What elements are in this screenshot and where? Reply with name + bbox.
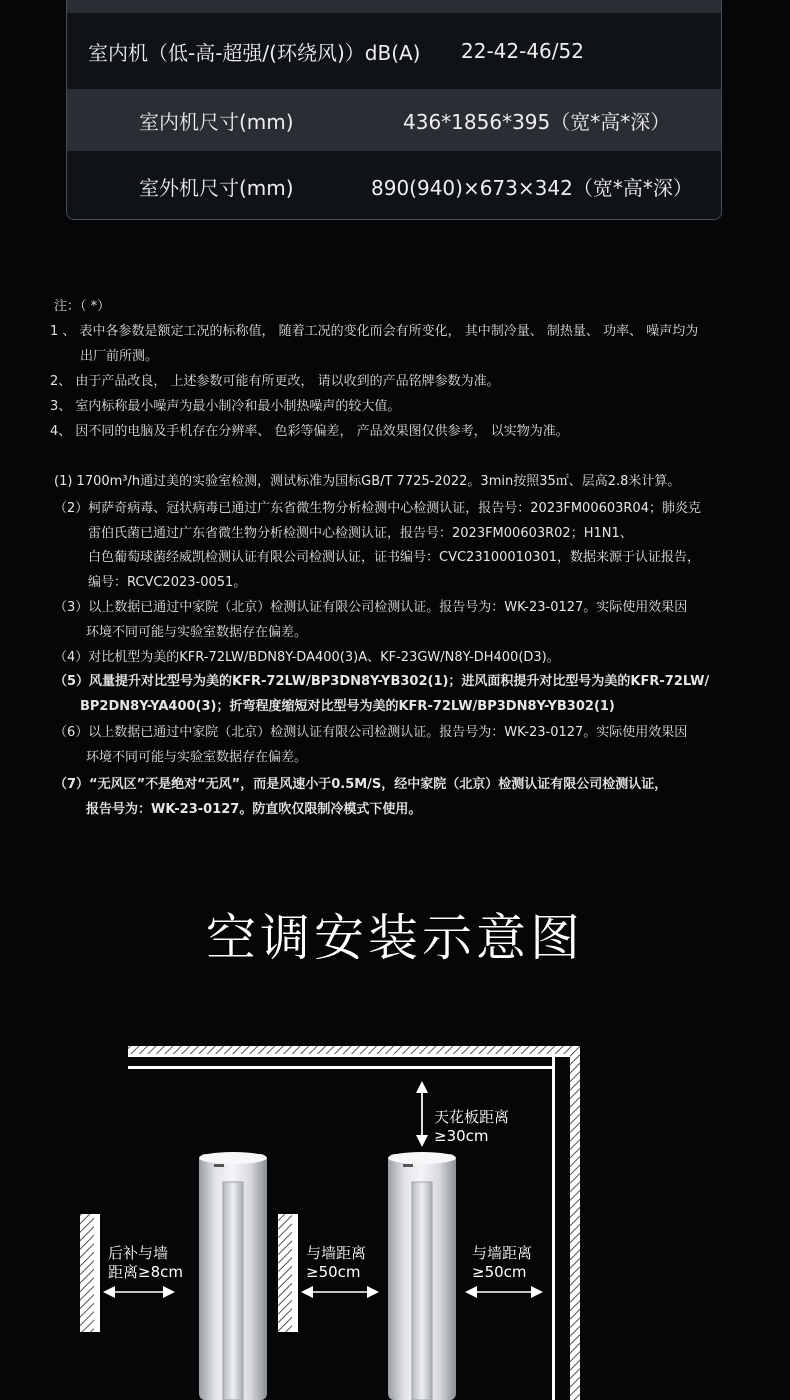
spec-label: 室外机尺寸(mm) xyxy=(139,175,294,200)
spec-row-noise xyxy=(67,13,721,89)
label-line: 与墙距离 xyxy=(472,1244,533,1262)
reference-line: （5）风量提升对比型号为美的KFR-72LW/BP3DN8Y-YB302(1)；进风面积提升对比型号为美的KFR-72LW/ xyxy=(54,674,710,689)
reference-line: (1) 1700m³/h通过美的实验室检测，测试标准为国标GB/T 7725-2022。3min按照35㎡、层高2.8米计算。 xyxy=(54,474,681,489)
reference-line: （4）对比机型为美的KFR-72LW/BDN8Y-DA400(3)A、KF-23GW/N8Y-DH400(D3)。 xyxy=(54,650,560,665)
reference-line: 环境不同可能与实验室数据存在偏差。 xyxy=(86,750,308,765)
label-line: 与墙距离 xyxy=(306,1244,367,1262)
back-wall-middle xyxy=(278,1214,298,1332)
spec-table xyxy=(66,0,722,220)
reference-line: 环境不同可能与实验室数据存在偏差。 xyxy=(86,625,308,640)
spec-value: 22-42-46/52 xyxy=(461,39,584,63)
reference-line: （7）“无风区”不是绝对“无风”，而是风速小于0.5M/S，经中家院（北京）检测认证有限公司检测认证， xyxy=(54,777,668,792)
spec-row-top-partial xyxy=(67,0,721,13)
diagram-title: 空调安装示意图 xyxy=(206,909,584,967)
note-line: 1 、 表中各参数是额定工况的标称值， 随着工况的变化而会有所变化， 其中制冷量、 制热量、 功率、 噪声均为 xyxy=(50,324,699,339)
spec-label: 室内机（低-高-超强/(环绕风)）dB(A) xyxy=(88,40,421,65)
note-line: 出厂前所测。 xyxy=(80,349,159,364)
label-line: 距离≥8cm xyxy=(108,1263,183,1281)
reference-line: （6）以上数据已通过中家院（北京）检测认证有限公司检测认证。报告号为：WK-23-0127。实际使用效果因 xyxy=(54,725,688,740)
side-wall-distance-label-1 xyxy=(306,1244,366,1282)
reference-line: 编号：RCVC2023-0051。 xyxy=(88,575,247,590)
ceiling-distance-label xyxy=(434,1108,509,1146)
note-line: 4、 因不同的电脑及手机存在分辨率、 色彩等偏差， 产品效果图仅供参考， 以实物为准。 xyxy=(50,424,569,439)
label-line: ≥50cm xyxy=(472,1263,527,1281)
indoor-unit-left xyxy=(199,1152,267,1400)
reference-line: （3）以上数据已通过中家院（北京）检测认证有限公司检测认证。报告号为：WK-23-0127。实际使用效果因 xyxy=(54,600,688,615)
reference-line: （2）柯萨奇病毒、冠状病毒已通过广东省微生物分析检测中心检测认证，报告号：2023FM00603R04；肺炎克 xyxy=(54,501,701,516)
diagram-drawing xyxy=(0,1040,790,1400)
note-line: 2、 由于产品改良， 上述参数可能有所更改， 请以收到的产品铭牌参数为准。 xyxy=(50,374,500,389)
notes-heading: 注：（ *） xyxy=(54,299,111,314)
reference-line: 雷伯氏菌已通过广东省微生物分析检测中心检测认证，报告号：2023FM00603R02；H1N1、 xyxy=(88,526,633,541)
label-line: ≥30cm xyxy=(434,1127,489,1145)
spec-row-outdoor-size xyxy=(67,151,721,220)
label-line: 后补与墙 xyxy=(108,1244,169,1262)
room-walls xyxy=(128,1046,580,1400)
reference-line: 白色葡萄球菌经威凯检测认证有限公司检测认证，证书编号：CVC23100010301，数据来源于认证报告， xyxy=(88,550,701,565)
spec-value: 436*1856*395（宽*高*深） xyxy=(403,109,671,134)
spec-value: 890(940)×673×342（宽*高*深） xyxy=(371,175,693,200)
back-wall-distance-label xyxy=(108,1244,183,1282)
side-wall-distance-label-2 xyxy=(472,1244,532,1282)
notes-section xyxy=(50,294,770,444)
back-wall-left xyxy=(80,1214,100,1332)
label-line: 天花板距离 xyxy=(434,1108,510,1126)
indoor-unit-right xyxy=(388,1152,456,1400)
spec-row-indoor-size xyxy=(67,89,721,151)
spec-label: 室内机尺寸(mm) xyxy=(139,109,294,134)
reference-line: 报告号为：WK-23-0127。防直吹仅限制冷模式下使用。 xyxy=(86,802,422,817)
note-line: 3、 室内标称最小噪声为最小制冷和最小制热噪声的较大值。 xyxy=(50,399,401,414)
installation-diagram xyxy=(0,1040,790,1400)
reference-line: BP2DN8Y-YA400(3)；折弯程度缩短对比型号为美的KFR-72LW/BP3DN8Y-YB302(1) xyxy=(80,699,615,714)
label-line: ≥50cm xyxy=(306,1263,361,1281)
